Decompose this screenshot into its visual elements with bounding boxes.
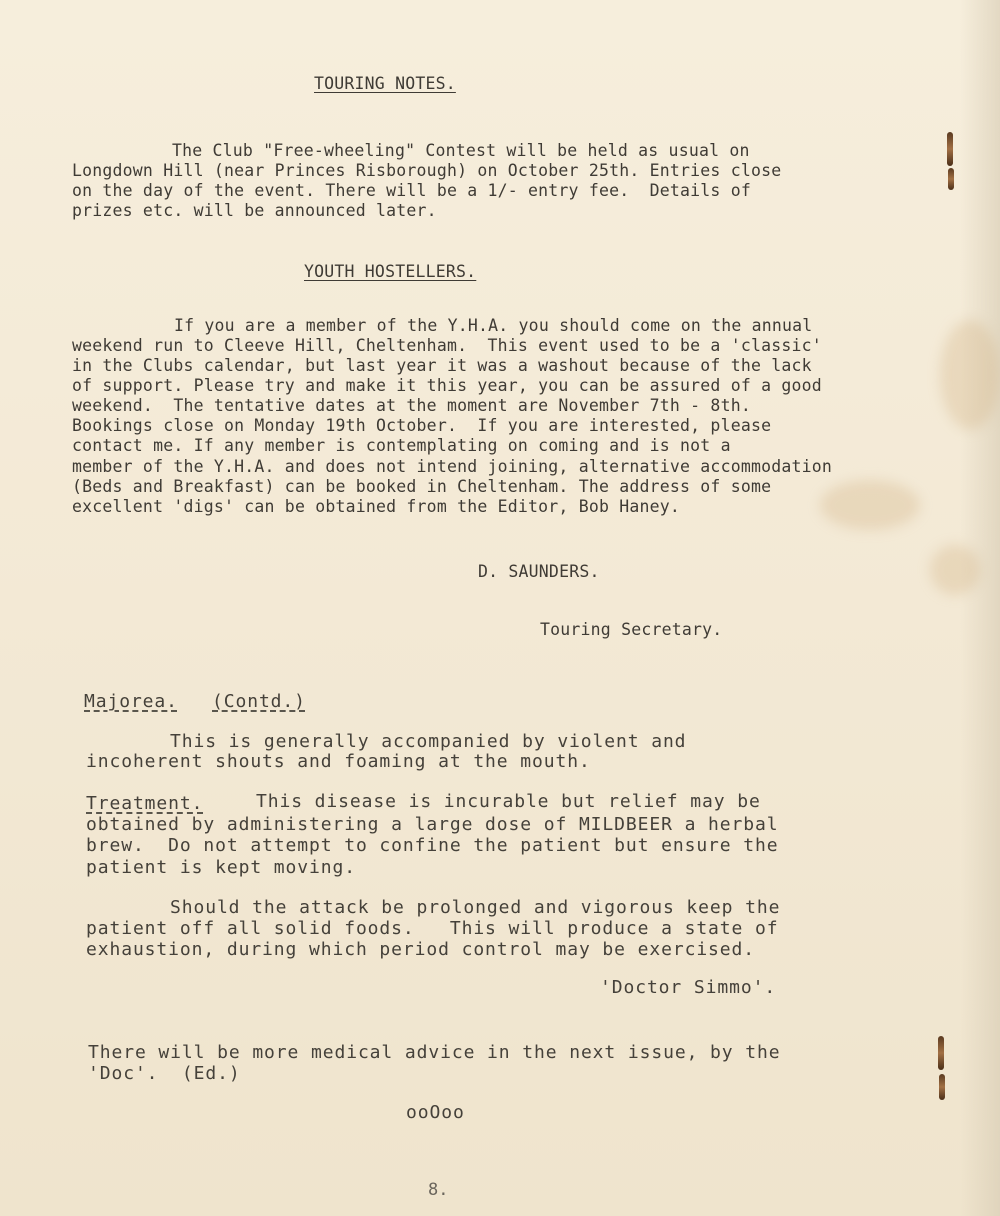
majorca-paragraph-line: incoherent shouts and foaming at the mouth. <box>86 751 591 772</box>
youth-hostellers-line: If you are a member of the Y.H.A. you should come on the annual <box>174 316 813 335</box>
touring-notes-heading: TOURING NOTES. <box>314 74 456 93</box>
touring-notes-line: The Club "Free-wheeling" Contest will be held as usual on <box>172 141 750 160</box>
staple-bottom <box>938 1036 944 1070</box>
staple-top <box>947 132 953 166</box>
treatment-label: Treatment. <box>86 793 204 814</box>
majorca-paragraph-line: exhaustion, during which period control may be exercised. <box>86 939 756 960</box>
youth-hostellers-line: contact me. If any member is contemplating on coming and is not a <box>72 436 731 455</box>
treatment-line: This disease is incurable but relief may be <box>256 791 761 812</box>
staple-top-lower <box>948 168 954 190</box>
majorca-paragraph-line: Should the attack be prolonged and vigorous keep the <box>170 897 781 918</box>
majorca-paragraph-line: This is generally accompanied by violent and <box>170 731 687 752</box>
youth-hostellers-line: Bookings close on Monday 19th October. If you are interested, please <box>72 416 772 435</box>
majorca-paragraph-line: patient off all solid foods. This will produce a state of <box>86 918 779 939</box>
youth-hostellers-line: in the Clubs calendar, but last year it was a washout because of the lack <box>72 356 812 375</box>
youth-hostellers-signature: D. SAUNDERS. <box>478 562 600 581</box>
treatment-line: patient is kept moving. <box>86 857 356 878</box>
treatment-line: brew. Do not attempt to confine the patient but ensure the <box>86 835 779 856</box>
youth-hostellers-line: weekend. The tentative dates at the moment are November 7th - 8th. <box>72 396 751 415</box>
youth-hostellers-heading: YOUTH HOSTELLERS. <box>304 262 477 281</box>
editor-note-line: There will be more medical advice in the next issue, by the <box>88 1042 781 1063</box>
majorca-heading-suffix: (Contd.) <box>212 691 306 712</box>
youth-hostellers-line: member of the Y.H.A. and does not intend joining, alternative accommodation <box>72 457 833 476</box>
majorca-signature: 'Doctor Simmo'. <box>600 977 777 998</box>
treatment-line: obtained by administering a large dose of MILDBEER a herbal <box>86 814 779 835</box>
touring-notes-line: Longdown Hill (near Princes Risborough) on October 25th. Entries close <box>72 161 782 180</box>
page-number: 8. <box>428 1180 449 1200</box>
paper-stain <box>940 320 1000 430</box>
majorca-heading: Majorea. <box>84 691 178 712</box>
staple-bottom-lower <box>939 1074 945 1100</box>
youth-hostellers-signature-title: Touring Secretary. <box>540 620 723 639</box>
paper-stain <box>820 480 920 530</box>
youth-hostellers-line: excellent 'digs' can be obtained from the Editor, Bob Haney. <box>72 497 681 516</box>
youth-hostellers-line: of support. Please try and make it this year, you can be assured of a good <box>72 376 822 395</box>
editor-note-line: 'Doc'. (Ed.) <box>88 1063 241 1084</box>
separator: ooOoo <box>406 1102 465 1123</box>
paper-stain <box>930 545 980 595</box>
youth-hostellers-line: weekend run to Cleeve Hill, Cheltenham. This event used to be a 'classic' <box>72 336 822 355</box>
touring-notes-line: prizes etc. will be announced later. <box>72 201 437 220</box>
youth-hostellers-line: (Beds and Breakfast) can be booked in Cheltenham. The address of some <box>72 477 772 496</box>
touring-notes-line: on the day of the event. There will be a 1/- entry fee. Details of <box>72 181 751 200</box>
